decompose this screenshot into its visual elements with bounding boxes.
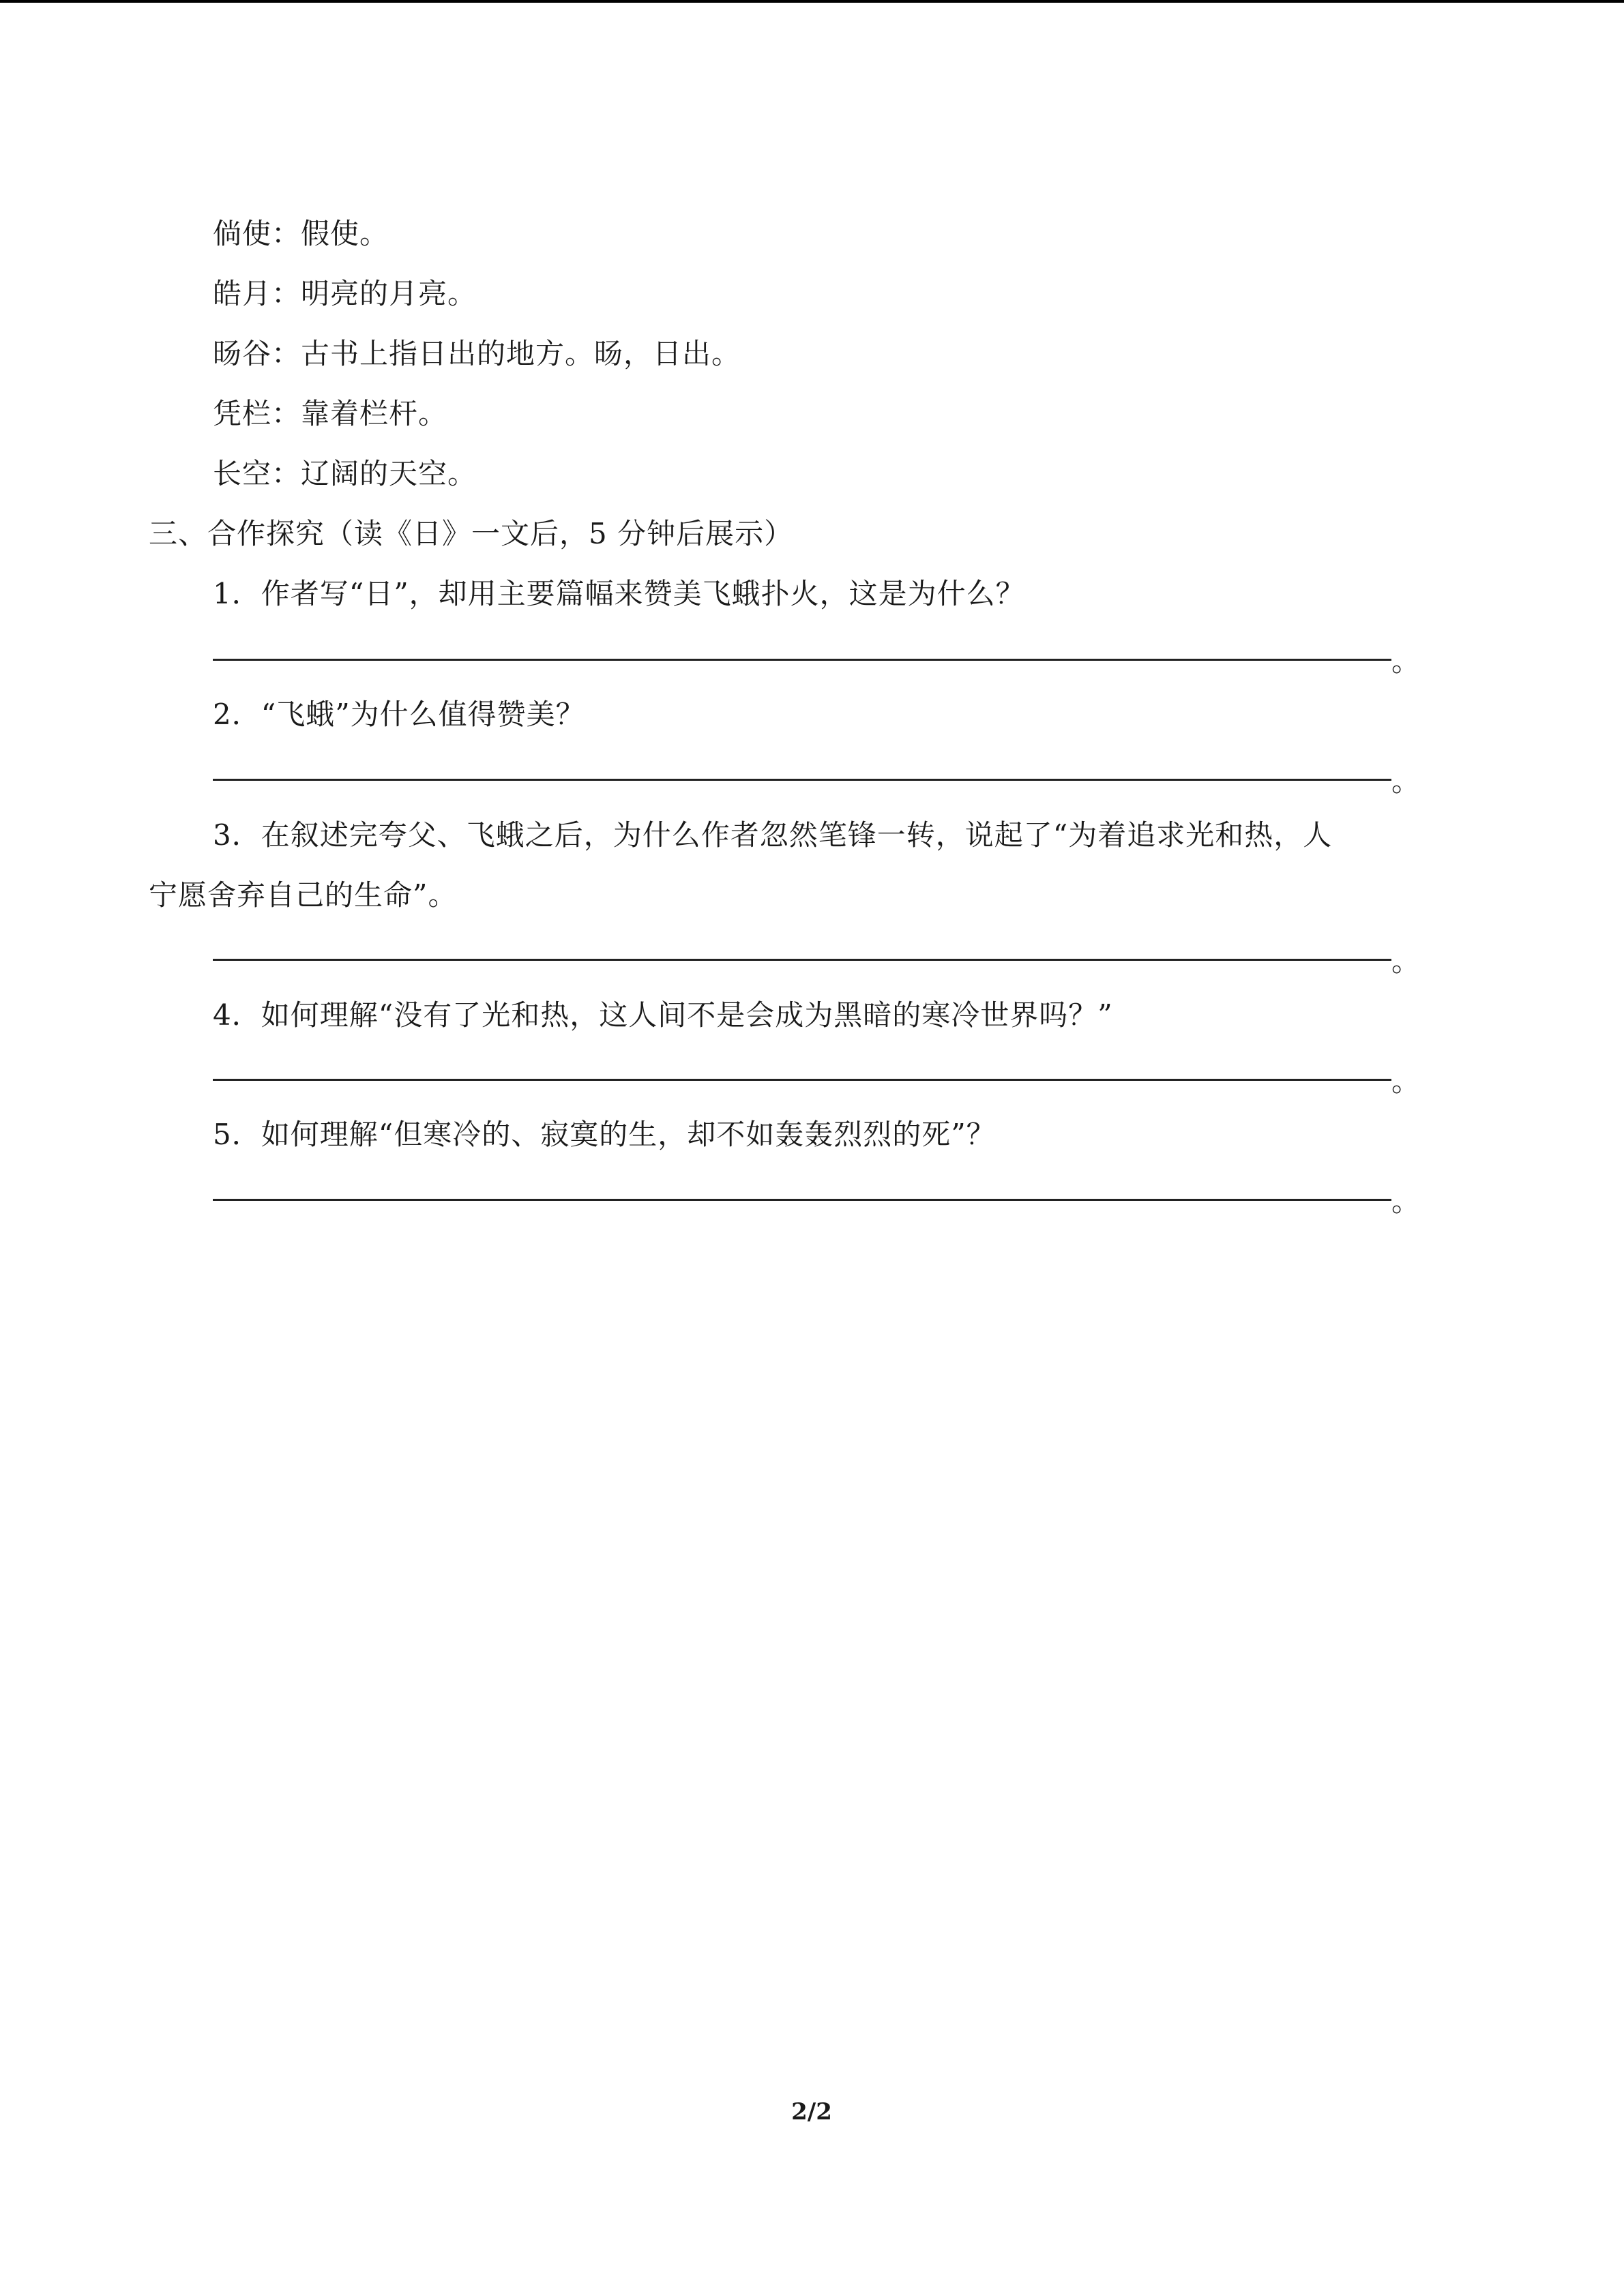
glossary-item: 倘使：假使。	[213, 217, 389, 250]
answer-rule	[213, 779, 1391, 781]
answer-rule	[213, 1079, 1391, 1081]
answer-line-3[interactable]	[213, 936, 1421, 978]
answer-rule	[213, 959, 1391, 961]
question-2: 2．“飞蛾”为什么值得赞美？	[213, 698, 585, 731]
question-3-continued: 宁愿舍弃自己的生命”。	[149, 878, 458, 912]
page-top-border	[0, 0, 1624, 3]
answer-line-4[interactable]	[213, 1056, 1421, 1098]
answer-line-2[interactable]	[213, 756, 1421, 798]
answer-line-1[interactable]	[213, 636, 1421, 678]
glossary-item: 皓月：明亮的月亮。	[213, 277, 477, 310]
glossary-item: 长空：辽阔的天空。	[213, 457, 477, 490]
question-1: 1．作者写“日”，却用主要篇幅来赞美飞蛾扑火，这是为什么？	[213, 577, 1025, 610]
answer-period: 。	[1391, 1064, 1421, 1098]
question-5: 5．如何理解“但寒冷的、寂寞的生，却不如轰轰烈烈的死”？	[213, 1118, 996, 1151]
glossary-item: 凭栏：靠着栏杆。	[213, 397, 448, 430]
answer-period: 。	[1391, 764, 1421, 798]
answer-line-5[interactable]	[213, 1176, 1421, 1218]
glossary-item: 旸谷：古书上指日出的地方。旸，日出。	[213, 337, 741, 370]
answer-period: 。	[1391, 1184, 1421, 1218]
answer-rule	[213, 659, 1391, 661]
answer-rule	[213, 1199, 1391, 1201]
answer-period: 。	[1391, 944, 1421, 978]
page-number: 2/2	[791, 2098, 832, 2126]
question-4: 4．如何理解“没有了光和热，这人间不是会成为黑暗的寒冷世界吗？”	[213, 998, 1113, 1032]
question-3: 3．在叙述完夸父、飞蛾之后，为什么作者忽然笔锋一转，说起了“为着追求光和热，人	[213, 818, 1333, 852]
section-heading: 三、合作探究（读《日》一文后，5 分钟后展示）	[149, 517, 794, 550]
answer-period: 。	[1391, 644, 1421, 678]
